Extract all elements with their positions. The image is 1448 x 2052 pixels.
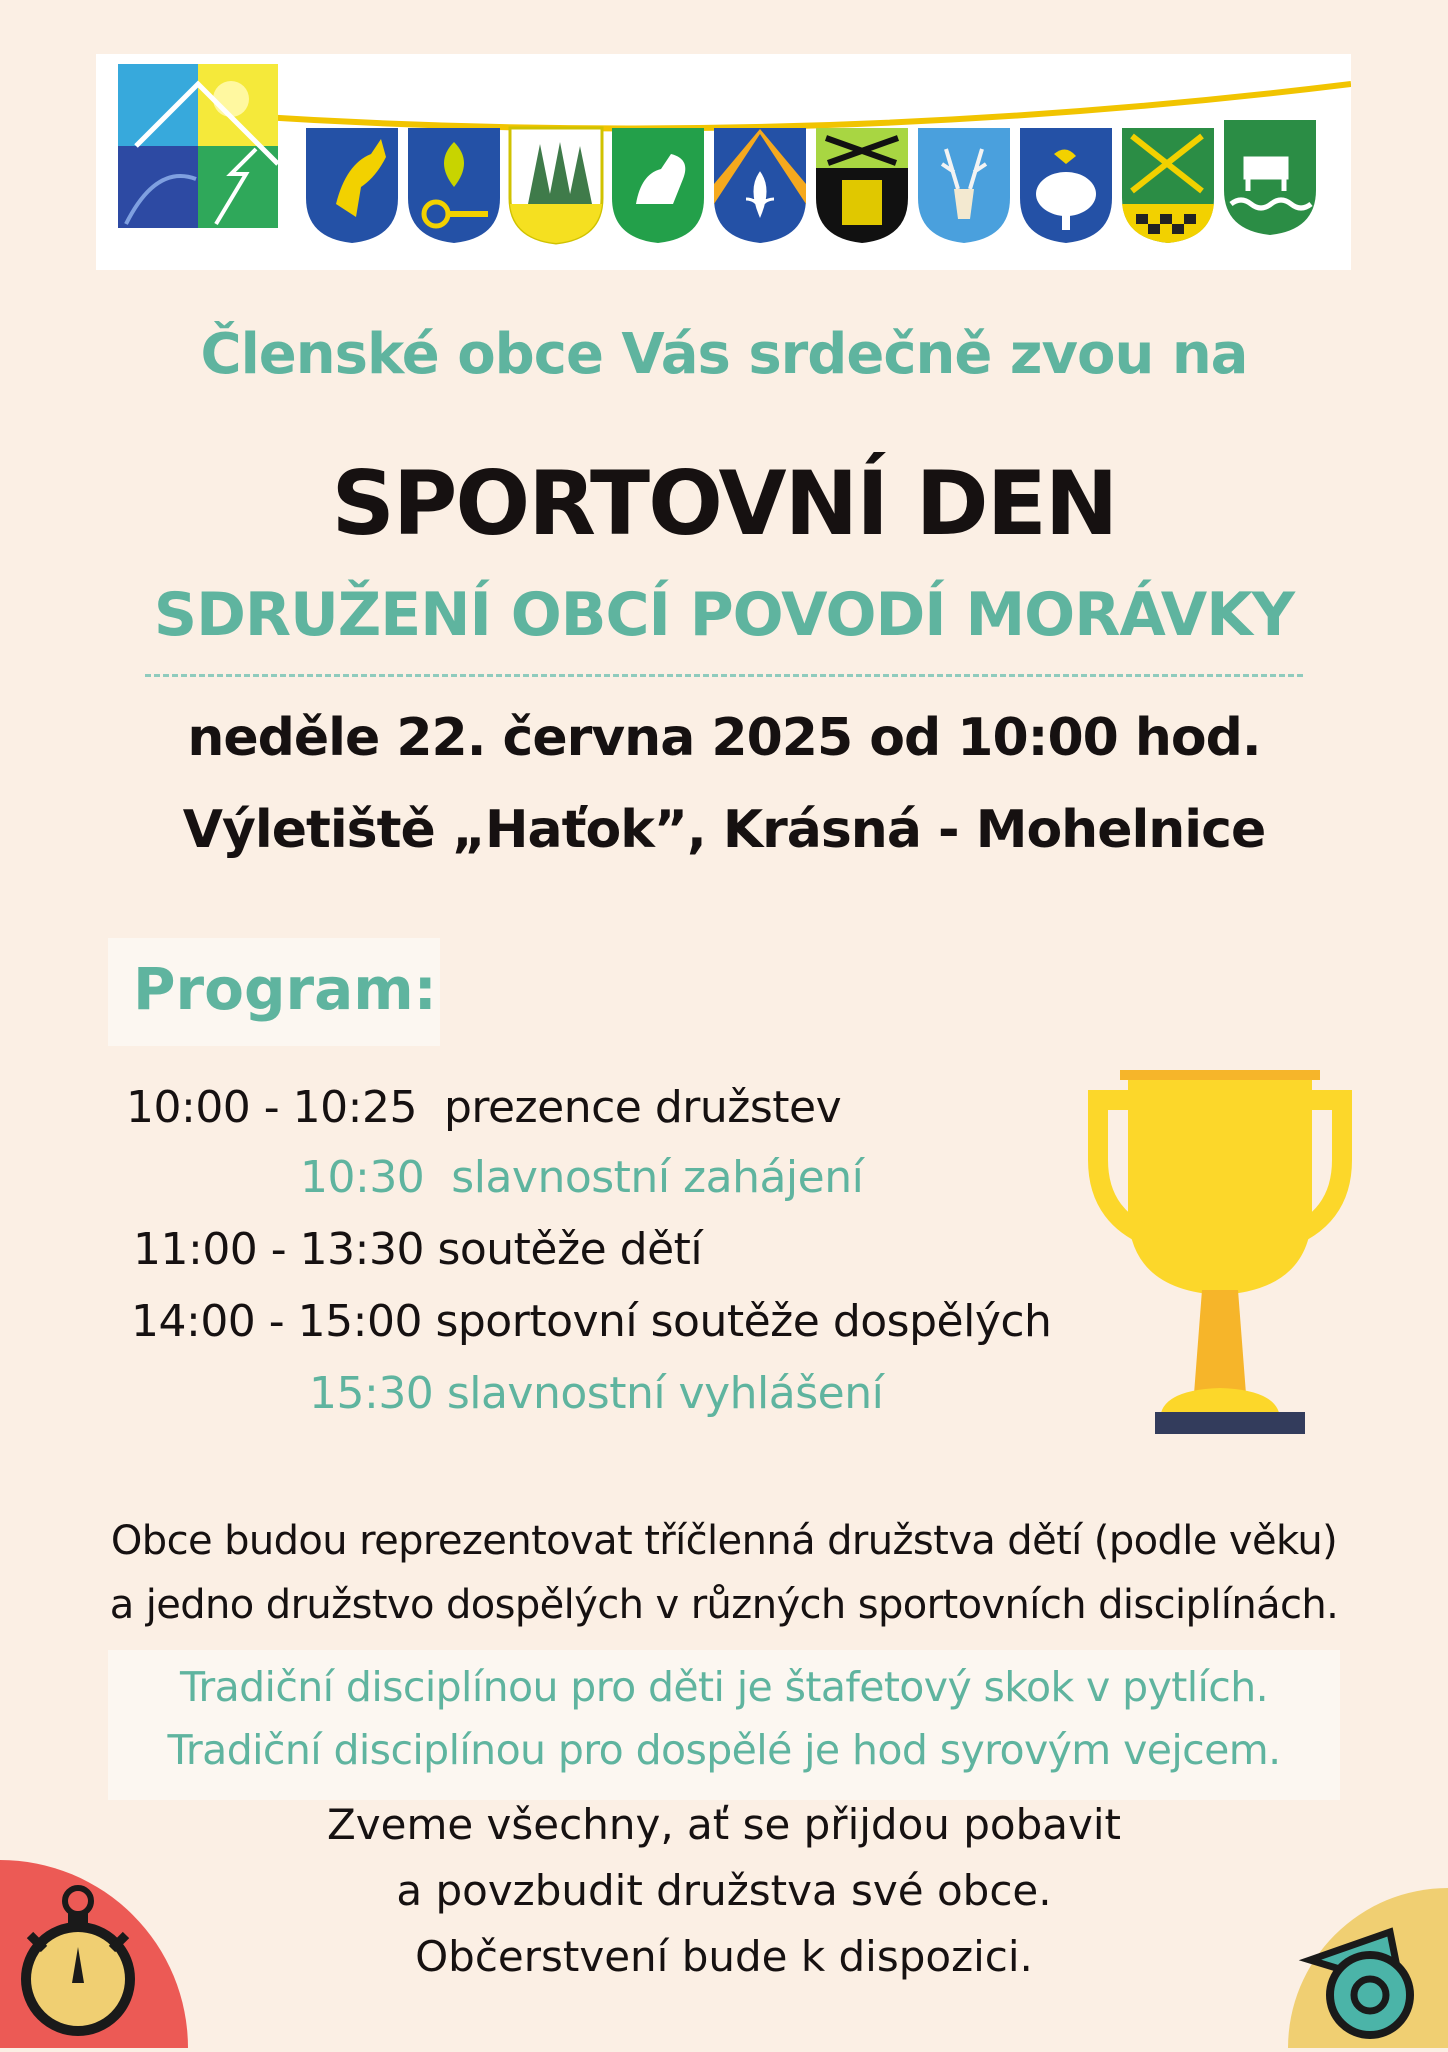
schedule-time: 15:30 bbox=[309, 1368, 434, 1419]
schedule-text: slavnostní zahájení bbox=[451, 1152, 864, 1203]
goat-green-emblem bbox=[612, 128, 704, 243]
schedule-item bbox=[126, 1082, 841, 1133]
schedule-text: sportovní soutěže dospělých bbox=[435, 1296, 1052, 1347]
ox-emblem bbox=[1224, 120, 1316, 235]
crossed-tools-emblem bbox=[816, 128, 908, 243]
schedule-time: 14:00 - 15:00 bbox=[131, 1296, 422, 1347]
dashed-divider bbox=[145, 674, 1303, 677]
bird-tree-emblem bbox=[1020, 128, 1112, 243]
goat-emblem bbox=[306, 128, 398, 243]
tradition-line: Tradiční disciplínou pro dospělé je hod syrovým vejcem. bbox=[167, 1726, 1281, 1774]
schedule-item bbox=[300, 1152, 863, 1203]
event-venue: Výletiště „Haťok”, Krásná - Mohelnice bbox=[182, 800, 1266, 860]
schedule-item bbox=[309, 1368, 883, 1419]
linden-plough-emblem bbox=[408, 128, 500, 243]
fir-trees-emblem bbox=[510, 128, 602, 243]
schedule-item bbox=[133, 1224, 702, 1275]
sun-mountain-logo bbox=[118, 64, 278, 228]
closing-line: a povzbudit družstva své obce. bbox=[396, 1866, 1052, 1915]
schedule-time: 10:30 bbox=[300, 1152, 425, 1203]
program-label: Program: bbox=[133, 955, 437, 1023]
schedule-time: 11:00 - 13:30 bbox=[133, 1224, 424, 1275]
schedule-time: 10:00 - 10:25 bbox=[126, 1082, 417, 1133]
event-date: neděle 22. června 2025 od 10:00 hod. bbox=[187, 708, 1261, 768]
closing-line: Zveme všechny, ať se přijdou pobavit bbox=[326, 1800, 1121, 1849]
schedule-item bbox=[131, 1296, 1051, 1347]
fleur-de-lis-emblem bbox=[714, 128, 806, 243]
page-title: SPORTOVNÍ DEN bbox=[331, 452, 1117, 555]
description-line: Obce budou reprezentovat tříčlenná družstva dětí (podle věku) bbox=[110, 1518, 1338, 1564]
schedule-text: soutěže dětí bbox=[437, 1224, 703, 1275]
organizer-subtitle: SDRUŽENÍ OBCÍ POVODÍ MORÁVKY bbox=[153, 580, 1295, 650]
description-line: a jedno družstvo dospělých v různých sportovních disciplínách. bbox=[109, 1582, 1339, 1628]
schedule-text: prezence družstev bbox=[443, 1082, 842, 1133]
emblem-banner bbox=[96, 54, 1351, 270]
trophy-icon bbox=[1080, 1050, 1380, 1444]
tradition-line: Tradiční disciplínou pro děti je štafetový skok v pytlích. bbox=[179, 1663, 1269, 1711]
crossed-swords-emblem bbox=[1122, 128, 1214, 243]
invite-line: Členské obce Vás srdečně zvou na bbox=[200, 322, 1248, 387]
schedule-text: slavnostní vyhlášení bbox=[446, 1368, 884, 1419]
deer-antlers-emblem bbox=[918, 128, 1010, 243]
closing-line: Občerstvení bude k dispozici. bbox=[415, 1932, 1033, 1981]
stopwatch-icon bbox=[0, 1855, 190, 2052]
whistle-icon bbox=[1270, 1885, 1448, 2052]
